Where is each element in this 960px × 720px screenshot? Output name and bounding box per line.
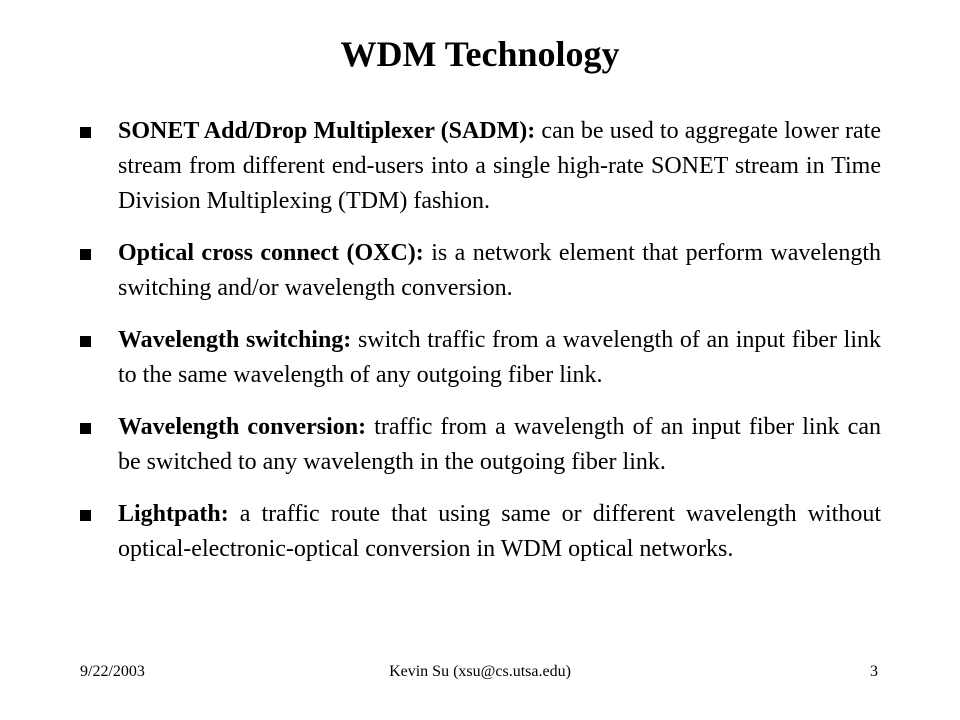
bullet-text: can be used to aggregate lower rate stream from different end-users into a single high-rate SONET stream in Time Division Multiplexing (TDM) fashion. bbox=[118, 118, 881, 214]
square-bullet-icon bbox=[80, 510, 91, 521]
footer-author: Kevin Su (xsu@cs.utsa.edu) bbox=[389, 663, 571, 680]
footer-page-number: 3 bbox=[870, 663, 878, 680]
bullet-text: is a network element that perform wavelength switching and/or wavelength conversion. bbox=[118, 240, 881, 301]
bullet-item-sadm bbox=[80, 114, 881, 219]
square-bullet-icon bbox=[80, 423, 91, 434]
bullet-item-oxc bbox=[80, 236, 881, 306]
footer-date: 9/22/2003 bbox=[80, 663, 145, 680]
square-bullet-icon bbox=[80, 249, 91, 260]
bullet-text: traffic from a wavelength of an input fiber link can be switched to any wavelength in the outgoing fiber link. bbox=[118, 414, 881, 475]
square-bullet-icon bbox=[80, 336, 91, 347]
bullet-term: Wavelength conversion: bbox=[118, 414, 367, 440]
bullet-item-lightpath bbox=[80, 497, 881, 567]
bullet-term: Lightpath: bbox=[118, 501, 229, 527]
bullet-item-wavelength-switching bbox=[80, 323, 881, 393]
bullet-item-wavelength-conversion bbox=[80, 410, 881, 480]
bullet-list bbox=[80, 114, 881, 584]
bullet-text: a traffic route that using same or different wavelength without optical-electronic-optical conversion in WDM optical networks. bbox=[118, 501, 881, 562]
square-bullet-icon bbox=[80, 127, 91, 138]
bullet-term: Wavelength switching: bbox=[118, 327, 352, 353]
bullet-term: Optical cross connect (OXC): bbox=[118, 240, 424, 266]
slide-title: WDM Technology bbox=[340, 34, 620, 74]
bullet-text: switch traffic from a wavelength of an input fiber link to the same wavelength of any outgoing fiber link. bbox=[118, 327, 881, 388]
bullet-term: SONET Add/Drop Multiplexer (SADM): bbox=[118, 118, 536, 144]
